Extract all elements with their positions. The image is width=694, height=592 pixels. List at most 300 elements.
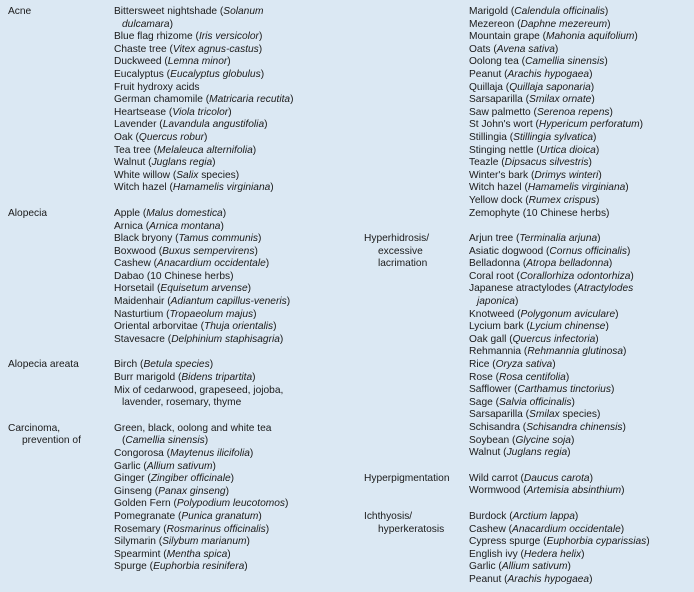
herb-common-name: Chaste tree ( [114, 43, 173, 55]
herb-item [114, 423, 353, 448]
herb-scientific-name: Avena sativa [496, 43, 555, 55]
herb-item [114, 145, 353, 158]
condition-line: Hyperpigmentation [364, 472, 450, 484]
group-spacer [364, 460, 690, 473]
herb-close: ) [264, 119, 268, 131]
herb-close: ) [596, 194, 600, 206]
herb-scientific-name: Equisetum arvense [160, 283, 248, 295]
herb-common-name: Walnut ( [114, 157, 152, 169]
herb-common-name: Winter's bark ( [469, 169, 535, 181]
herb-close: ) [227, 548, 231, 560]
herb-scientific-name: Malus domestica [146, 207, 223, 219]
herb-list [114, 423, 353, 574]
herb-common-name: Teazle ( [469, 157, 505, 169]
condition-line: Alopecia [8, 207, 48, 219]
herb-close: ) [591, 94, 595, 106]
herb-common-name: Oak gall ( [469, 333, 513, 345]
herb-scientific-name: Vitex agnus-castus [172, 43, 259, 55]
herb-close: ) [252, 372, 256, 384]
herb-scientific-name: Euphorbia resinifera [153, 561, 245, 573]
herb-list [114, 359, 353, 409]
herb-continuation: lavender, rosemary, thyme [122, 397, 242, 409]
herb-close: ) [597, 233, 601, 245]
herb-scientific-name: Polypodium leucotomos [176, 498, 286, 510]
condition-line: excessive [378, 245, 423, 257]
herb-close: ) [252, 144, 257, 156]
herb-close: ) [610, 384, 615, 396]
herb-close: ) [630, 270, 634, 282]
herb-scientific-name: Quillaja saponaria [509, 81, 591, 93]
herb-common-name: Ginger ( [114, 473, 151, 485]
herb-common-name: Blue flag rhizome ( [114, 31, 199, 43]
herb-item [114, 334, 353, 347]
herb-item [469, 233, 690, 246]
herb-close: ) [290, 94, 294, 106]
herb-close: ) [260, 68, 265, 80]
herb-common-name: Zemophyte (10 Chinese herbs) [469, 207, 610, 219]
herb-common-name: Black bryony ( [114, 233, 179, 245]
herb-common-name: Dabao (10 Chinese herbs) [114, 270, 234, 282]
condition-label [364, 6, 469, 220]
herb-scientific-name: Mahonia aquifolium [546, 31, 635, 43]
herb-item [114, 31, 353, 44]
group-spacer [8, 346, 353, 359]
condition-group [8, 423, 353, 574]
herb-close: ) [204, 131, 208, 143]
herb-common-name: Sarsaparilla ( [469, 409, 530, 421]
herb-item [469, 283, 690, 308]
herb-scientific-name: Allium sativum [501, 561, 568, 573]
herb-item [469, 246, 690, 259]
herb-item [469, 208, 690, 221]
herb-scientific-name: Lavandula angustifolia [162, 119, 265, 131]
herb-close: ) [247, 283, 252, 295]
condition-group [364, 511, 690, 587]
herb-scientific-name: Punica granatum [181, 510, 259, 522]
herb-item [114, 385, 353, 410]
herb-common-name: Witch hazel ( [469, 182, 528, 194]
herb-scientific-name: Anacardium occidentale [157, 258, 266, 270]
herb-close: ) [286, 296, 291, 308]
herb-list [114, 6, 353, 195]
herb-scientific-name: Camellia sinensis [525, 56, 605, 68]
herb-item [469, 309, 690, 322]
herb-list [114, 208, 353, 347]
herb-item [114, 246, 353, 259]
herb-item [114, 170, 353, 183]
herb-scientific-name: Mentha spica [166, 548, 228, 560]
herb-scientific-name: Atropa belladonna [526, 258, 609, 270]
herb-common-name: Oriental arborvitae ( [114, 321, 205, 333]
condition-line: prevention of [22, 435, 81, 447]
herb-common-name: Pomegranate ( [114, 510, 182, 522]
herb-item [114, 296, 353, 309]
herb-scientific-name: Arctium lappa [512, 510, 575, 522]
herb-scientific-name: Maytenus ilicifolia [170, 448, 250, 459]
herb-item [114, 94, 353, 107]
herb-item [469, 561, 690, 574]
herb-common-name: Rose ( [469, 371, 500, 383]
herb-common-name: Arnica ( [114, 220, 150, 232]
herb-close: ) [273, 321, 277, 333]
herb-common-name: Burr marigold ( [114, 372, 182, 384]
herb-scientific-name: Artemisia absinthium [526, 485, 622, 497]
herb-close: species) [198, 169, 240, 181]
herb-common-name: Maidenhair ( [114, 296, 171, 308]
herb-common-name: Wormwood ( [469, 485, 527, 497]
herb-scientific-name: Rehmannia glutinosa [527, 346, 624, 358]
herb-item [114, 372, 353, 385]
herb-item [469, 524, 690, 537]
herb-common-name: Mix of cedarwood, grapeseed, jojoba, [114, 384, 284, 396]
condition-group [8, 6, 353, 195]
herb-item [114, 107, 353, 120]
herb-item [469, 19, 690, 32]
herb-scientific-name: Hypericum perforatum [538, 119, 640, 131]
herb-scientific-name: Buxus sempervirens [162, 245, 255, 257]
group-spacer [8, 195, 353, 208]
herb-common-name: Spearmint ( [114, 548, 167, 560]
herb-item [114, 511, 353, 524]
herb-item [469, 435, 690, 448]
herb-scientific-name: Delphinium staphisagria [171, 333, 280, 345]
herb-item [114, 486, 353, 499]
herb-common-name: Eucalyptus ( [114, 68, 171, 80]
herb-item [114, 69, 353, 82]
herb-item [469, 132, 690, 145]
herb-item [469, 271, 690, 284]
herb-common-name: Garlic ( [469, 561, 502, 573]
herb-item [469, 195, 690, 208]
herb-scientific-name: Smilax ornate [529, 94, 592, 106]
herb-common-name: Golden Fern ( [114, 498, 177, 510]
condition-group [364, 473, 690, 498]
herb-close: ) [212, 157, 216, 169]
herb-common-name: Japanese atractylodes ( [469, 283, 578, 295]
herb-continuation: (Camellia sinensis) [122, 435, 209, 447]
herb-scientific-name: Carthamus tinctorius [517, 384, 611, 396]
herb-common-name: Schisandra ( [469, 422, 527, 433]
herb-close: ) [615, 308, 619, 320]
herb-close: ) [621, 485, 625, 497]
herb-close: ) [554, 43, 559, 55]
herb-item [469, 145, 690, 158]
herb-list [469, 473, 690, 498]
condition-line: lacrimation [378, 258, 428, 270]
herb-item [469, 321, 690, 334]
herb-common-name: Arjun tree ( [469, 233, 520, 245]
herb-common-name: Wild carrot ( [469, 472, 524, 484]
herb-item [114, 461, 353, 474]
herb-scientific-name: Matricaria recutita [209, 94, 291, 106]
herb-scientific-name: Camellia sinensis [125, 435, 205, 447]
herb-scientific-name: Smilax [529, 409, 560, 421]
herb-common-name: Bittersweet nightshade ( [114, 6, 224, 17]
herb-scientific-name: Melaleuca alternifolia [157, 144, 253, 156]
herb-item [469, 447, 690, 460]
herb-continuation [114, 19, 353, 32]
herb-item [114, 56, 353, 69]
condition-group [364, 233, 690, 460]
herb-close: ) [567, 447, 571, 459]
herb-scientific-name: Hamamelis virginiana [527, 182, 626, 194]
herb-scientific-name: Rumex crispus [528, 194, 597, 206]
herb-item [469, 170, 690, 183]
herb-scientific-name: Quercus robur [138, 131, 205, 143]
herb-close: ) [604, 6, 609, 17]
herb-scientific-name: Adiantum capillus-veneris [170, 296, 287, 308]
herb-scientific-name: Oryza sativa [495, 359, 553, 371]
herb-item [114, 119, 353, 132]
herb-close: ) [220, 220, 224, 232]
herb-scientific-name: dulcamara [122, 18, 170, 30]
herb-scientific-name: Lemna minor [167, 56, 228, 68]
herb-scientific-name: Tamus communis [178, 233, 258, 245]
herb-common-name: Boxwood ( [114, 245, 163, 257]
herb-common-name: Silymarin ( [114, 536, 163, 548]
herb-scientific-name: japonica [477, 296, 515, 308]
herb-common-name: Belladonna ( [469, 258, 527, 270]
herb-common-name: Lavender ( [114, 119, 163, 131]
herb-common-name: Stinging nettle ( [469, 144, 540, 156]
herb-common-name: German chamomile ( [114, 94, 210, 106]
herb-common-name: Saw palmetto ( [469, 106, 537, 118]
herb-common-name: Safflower ( [469, 384, 518, 396]
herb-common-name: Witch hazel ( [114, 182, 173, 194]
herb-scientific-name: Arachis hypogaea [507, 68, 590, 80]
herb-close: ) [258, 31, 263, 43]
herb-common-name: Walnut ( [469, 447, 507, 459]
herb-item [114, 182, 353, 195]
herb-scientific-name: Corallorhiza odontorhiza [519, 270, 631, 282]
herb-close: ) [588, 157, 592, 169]
herb-item [469, 157, 690, 170]
herb-common-name: Garlic ( [114, 460, 147, 472]
herb-item [469, 485, 690, 498]
herb-common-name: Horsetail ( [114, 283, 161, 295]
herb-item [469, 94, 690, 107]
herb-close: ) [209, 359, 214, 371]
herb-common-name: Peanut ( [469, 68, 508, 80]
herb-item [469, 384, 690, 397]
herb-common-name: Spurge ( [114, 561, 154, 573]
herb-close: ) [565, 371, 570, 383]
herb-common-name: Marigold ( [469, 6, 515, 17]
herb-close: ) [258, 233, 262, 245]
condition-label [8, 208, 114, 347]
herb-close: ) [567, 561, 571, 573]
herb-common-name: Tea tree ( [114, 144, 158, 156]
herb-close: ) [589, 573, 593, 585]
herb-list [469, 6, 690, 220]
herb-close: ) [228, 106, 232, 118]
herb-close: ) [620, 523, 625, 535]
herb-common-name: Heartsease ( [114, 106, 173, 118]
herb-scientific-name: Silybum marianum [162, 536, 247, 548]
herb-scientific-name: Polygonum aviculare [520, 308, 616, 320]
herb-common-name: Asiatic dogwood ( [469, 245, 550, 257]
herb-common-name: Apple ( [114, 207, 147, 219]
herb-scientific-name: Anacardium occidentale [512, 523, 621, 535]
herb-common-name: Stillingia ( [469, 131, 514, 143]
group-spacer [364, 220, 690, 233]
herb-common-name: Yellow dock ( [469, 194, 529, 206]
herb-scientific-name: Calendula officinalis [514, 6, 605, 17]
condition-label [8, 423, 114, 574]
herb-scientific-name: Urtica dioica [539, 144, 596, 156]
herb-scientific-name: Hamamelis virginiana [172, 182, 271, 194]
herb-close: ) [646, 536, 650, 548]
condition-line: Ichthyosis/ [364, 510, 413, 522]
herb-scientific-name: Daucus carota [523, 472, 590, 484]
herb-item [114, 473, 353, 486]
herb-common-name: Oats ( [469, 43, 497, 55]
herb-scientific-name: Panax ginseng [158, 485, 226, 497]
herb-common-name: Stavesacre ( [114, 333, 172, 345]
herb-close: ) [265, 523, 270, 535]
herb-close: ) [212, 460, 216, 472]
herb-common-name: Quillaja ( [469, 81, 510, 93]
herb-scientific-name: Viola tricolor [172, 106, 229, 118]
herb-close: ) [607, 18, 611, 30]
herb-scientific-name: Solanum [223, 6, 264, 17]
condition-label [364, 473, 469, 498]
herb-common-name: Duckweed ( [114, 56, 168, 68]
herb-close: ) [574, 510, 579, 522]
herb-item [114, 271, 353, 284]
herb-item [114, 157, 353, 170]
herb-common-name: Sarsaparilla ( [469, 94, 530, 106]
herb-close: ) [270, 182, 274, 194]
condition-line: Carcinoma, [8, 422, 61, 434]
herb-common-name: Birch ( [114, 359, 144, 371]
herb-scientific-name: Salix [176, 169, 199, 181]
herb-close: ) [514, 296, 519, 308]
condition-label [8, 6, 114, 195]
condition-label [8, 359, 114, 409]
herb-item [114, 82, 353, 95]
condition-line: hyperkeratosis [378, 523, 445, 535]
herb-item [469, 397, 690, 410]
herb-scientific-name: Drimys winteri [534, 169, 599, 181]
herb-item [114, 549, 353, 562]
herb-item [469, 69, 690, 82]
herb-item [469, 536, 690, 549]
herb-item [114, 524, 353, 537]
herb-list [469, 233, 690, 460]
herb-close: ) [604, 56, 608, 68]
herb-close: ) [605, 321, 609, 333]
herb-common-name: St John's wort ( [469, 119, 539, 131]
herb-common-name: Fruit hydroxy acids [114, 81, 200, 93]
herb-common-name: Rice ( [469, 359, 496, 371]
herb-item [469, 574, 690, 587]
condition-group [364, 6, 690, 220]
herb-common-name: English ivy ( [469, 548, 524, 560]
herb-common-name: Green, black, oolong and white tea [114, 422, 272, 434]
herb-common-name: Sage ( [469, 396, 500, 408]
herb-scientific-name: Quercus infectoria [512, 333, 596, 345]
group-spacer [8, 410, 353, 423]
herb-scientific-name: Stillingia sylvatica [513, 131, 594, 143]
herb-close: ) [627, 245, 631, 257]
herb-common-name: Ginseng ( [114, 485, 159, 497]
herb-close: ) [581, 548, 585, 560]
herb-close: ) [571, 396, 575, 408]
condition-label [364, 233, 469, 460]
herb-common-name: Cypress spurge ( [469, 536, 547, 548]
herb-item [114, 309, 353, 322]
herb-common-name: Coral root ( [469, 270, 520, 282]
herb-scientific-name: Zingiber officinale [150, 473, 231, 485]
herb-item [114, 321, 353, 334]
herb-scientific-name: Dipsacus silvestris [504, 157, 589, 169]
herb-common-name: Cashew ( [114, 258, 158, 270]
herb-common-name: Nasturtium ( [114, 308, 170, 320]
herb-item [114, 283, 353, 296]
herb-close: ) [552, 359, 556, 371]
herb-close: ) [230, 473, 235, 485]
condition-group [8, 359, 353, 409]
herb-scientific-name: Daphne mezereum [520, 18, 608, 30]
herb-close: ) [253, 308, 257, 320]
herb-scientific-name: Lycium chinense [529, 321, 606, 333]
herb-list [469, 511, 690, 587]
condition-line: Acne [8, 6, 32, 17]
herb-item [469, 82, 690, 95]
herb-scientific-name: Salvia officinalis [499, 396, 572, 408]
herb-item [469, 31, 690, 44]
herb-scientific-name: Betula species [143, 359, 210, 371]
herb-item [469, 107, 690, 120]
herb-item [469, 473, 690, 486]
herb-close: ) [570, 434, 575, 446]
herb-close: ) [285, 498, 289, 510]
condition-group [8, 208, 353, 347]
herb-close: ) [265, 258, 270, 270]
herb-item [114, 132, 353, 145]
herb-common-name: Peanut ( [469, 573, 508, 585]
herb-scientific-name: Eucalyptus globulus [170, 68, 261, 80]
herb-scientific-name: Schisandra chinensis [526, 422, 623, 433]
herb-close: ) [222, 207, 227, 219]
herb-scientific-name: Allium sativum [146, 460, 213, 472]
herb-close: ) [623, 346, 627, 358]
herb-item [469, 258, 690, 271]
herb-item [469, 422, 690, 435]
herb-common-name: Burdock ( [469, 510, 513, 522]
herb-item [469, 511, 690, 524]
herb-scientific-name: Rosa centifolia [499, 371, 566, 383]
herb-scientific-name: Atractylodes [577, 283, 634, 295]
condition-line: Hyperhidrosis/ [364, 233, 430, 245]
herb-scientific-name: Thuja orientalis [204, 321, 274, 333]
herb-item [114, 221, 353, 234]
herb-item [114, 448, 353, 461]
herb-item [469, 44, 690, 57]
herb-close: species) [559, 409, 601, 421]
herb-scientific-name: Glycine soja [515, 434, 571, 446]
herb-item [469, 359, 690, 372]
herb-item [469, 182, 690, 195]
herb-scientific-name: Cornus officinalis [549, 245, 627, 257]
herb-close: ) [254, 245, 258, 257]
herb-scientific-name: Tropaeolum majus [169, 308, 254, 320]
herb-scientific-name: Terminalia arjuna [519, 233, 598, 245]
herb-close: ) [244, 561, 248, 573]
herb-close: ) [634, 31, 638, 43]
herb-common-name: Mezereon ( [469, 18, 521, 30]
